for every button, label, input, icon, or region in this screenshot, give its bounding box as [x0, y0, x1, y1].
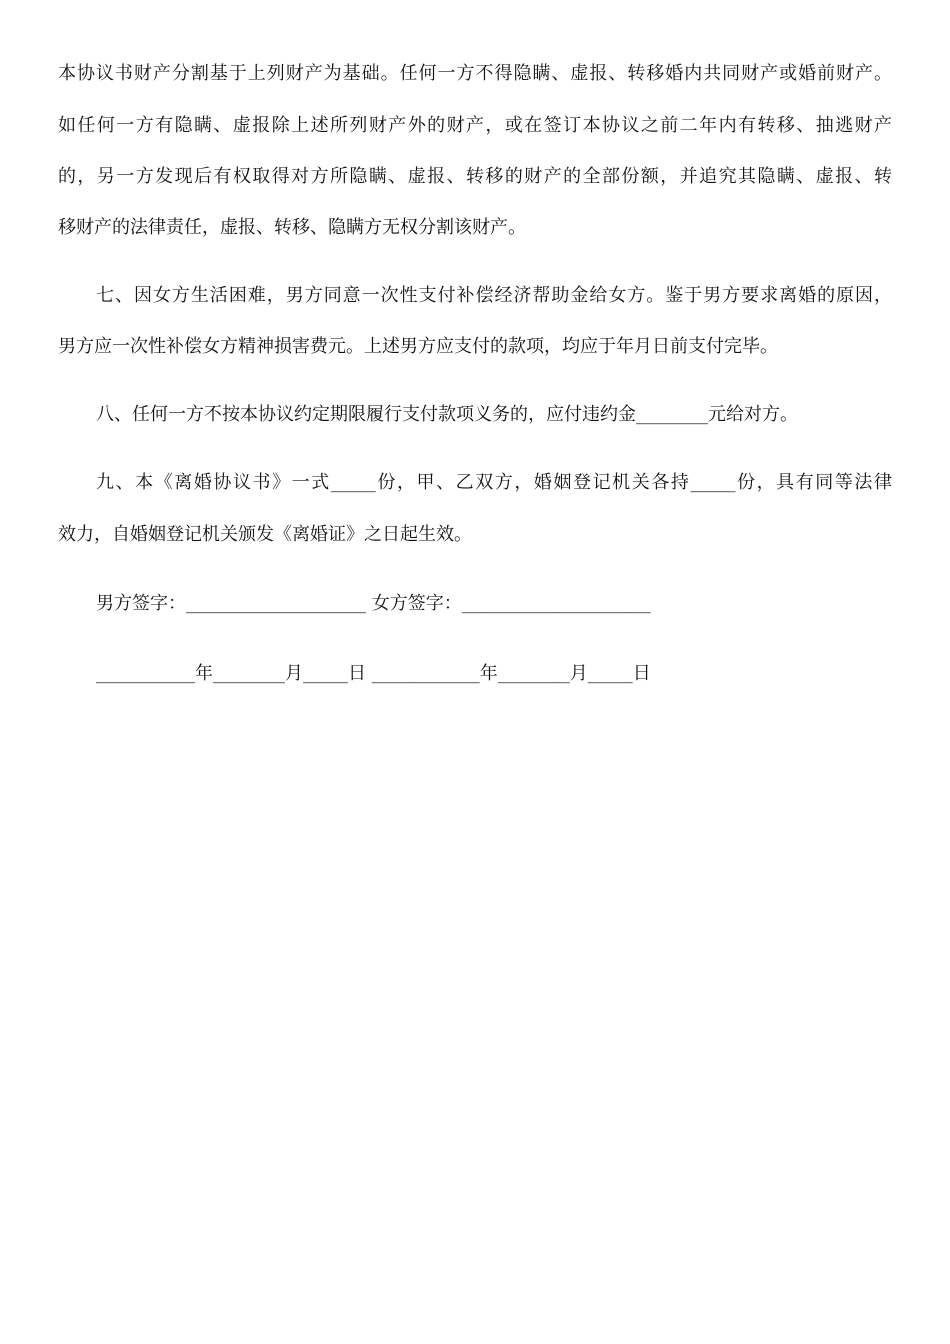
- date-row: ___________年________月_____日 ____________年________月_____日: [96, 663, 651, 684]
- clause9-line-2: 效力，自婚姻登记机关颁发《离婚证》之日起生效。: [58, 524, 472, 545]
- signature-row: 男方签字：____________________ 女方签字：_____________________: [96, 593, 651, 614]
- paragraph6-line-4: 移财产的法律责任，虚报、转移、隐瞒方无权分割该财产。: [58, 217, 526, 238]
- paragraph6-line-2: 如任何一方有隐瞒、虚报除上述所列财产外的财产，或在签订本协议之前二年内有转移、抽逃财产: [58, 115, 892, 136]
- clause7-line-2: 男方应一次性补偿女方精神损害费元。上述男方应支付的款项，均应于年月日前支付完毕。: [58, 336, 778, 357]
- clause7-line-1: 七、因女方生活困难，男方同意一次性支付补偿经济帮助金给女方。鉴于男方要求离婚的原因，: [96, 285, 892, 306]
- clause8-text: 八、任何一方不按本协议约定期限履行支付款项义务的，应付违约金________元给对方。: [96, 404, 798, 425]
- clause9-line-1: 九、本《离婚协议书》一式_____份，甲、乙双方，婚姻登记机关各持_____份，具有同等法律: [96, 472, 892, 493]
- paragraph6-line-3: 的，另一方发现后有权取得对方所隐瞒、虚报、转移的财产的全部份额，并追究其隐瞒、虚报、转: [58, 166, 892, 187]
- paragraph6-line-1: 本协议书财产分割基于上列财产为基础。任何一方不得隐瞒、虚报、转移婚内共同财产或婚前财产。: [58, 63, 892, 84]
